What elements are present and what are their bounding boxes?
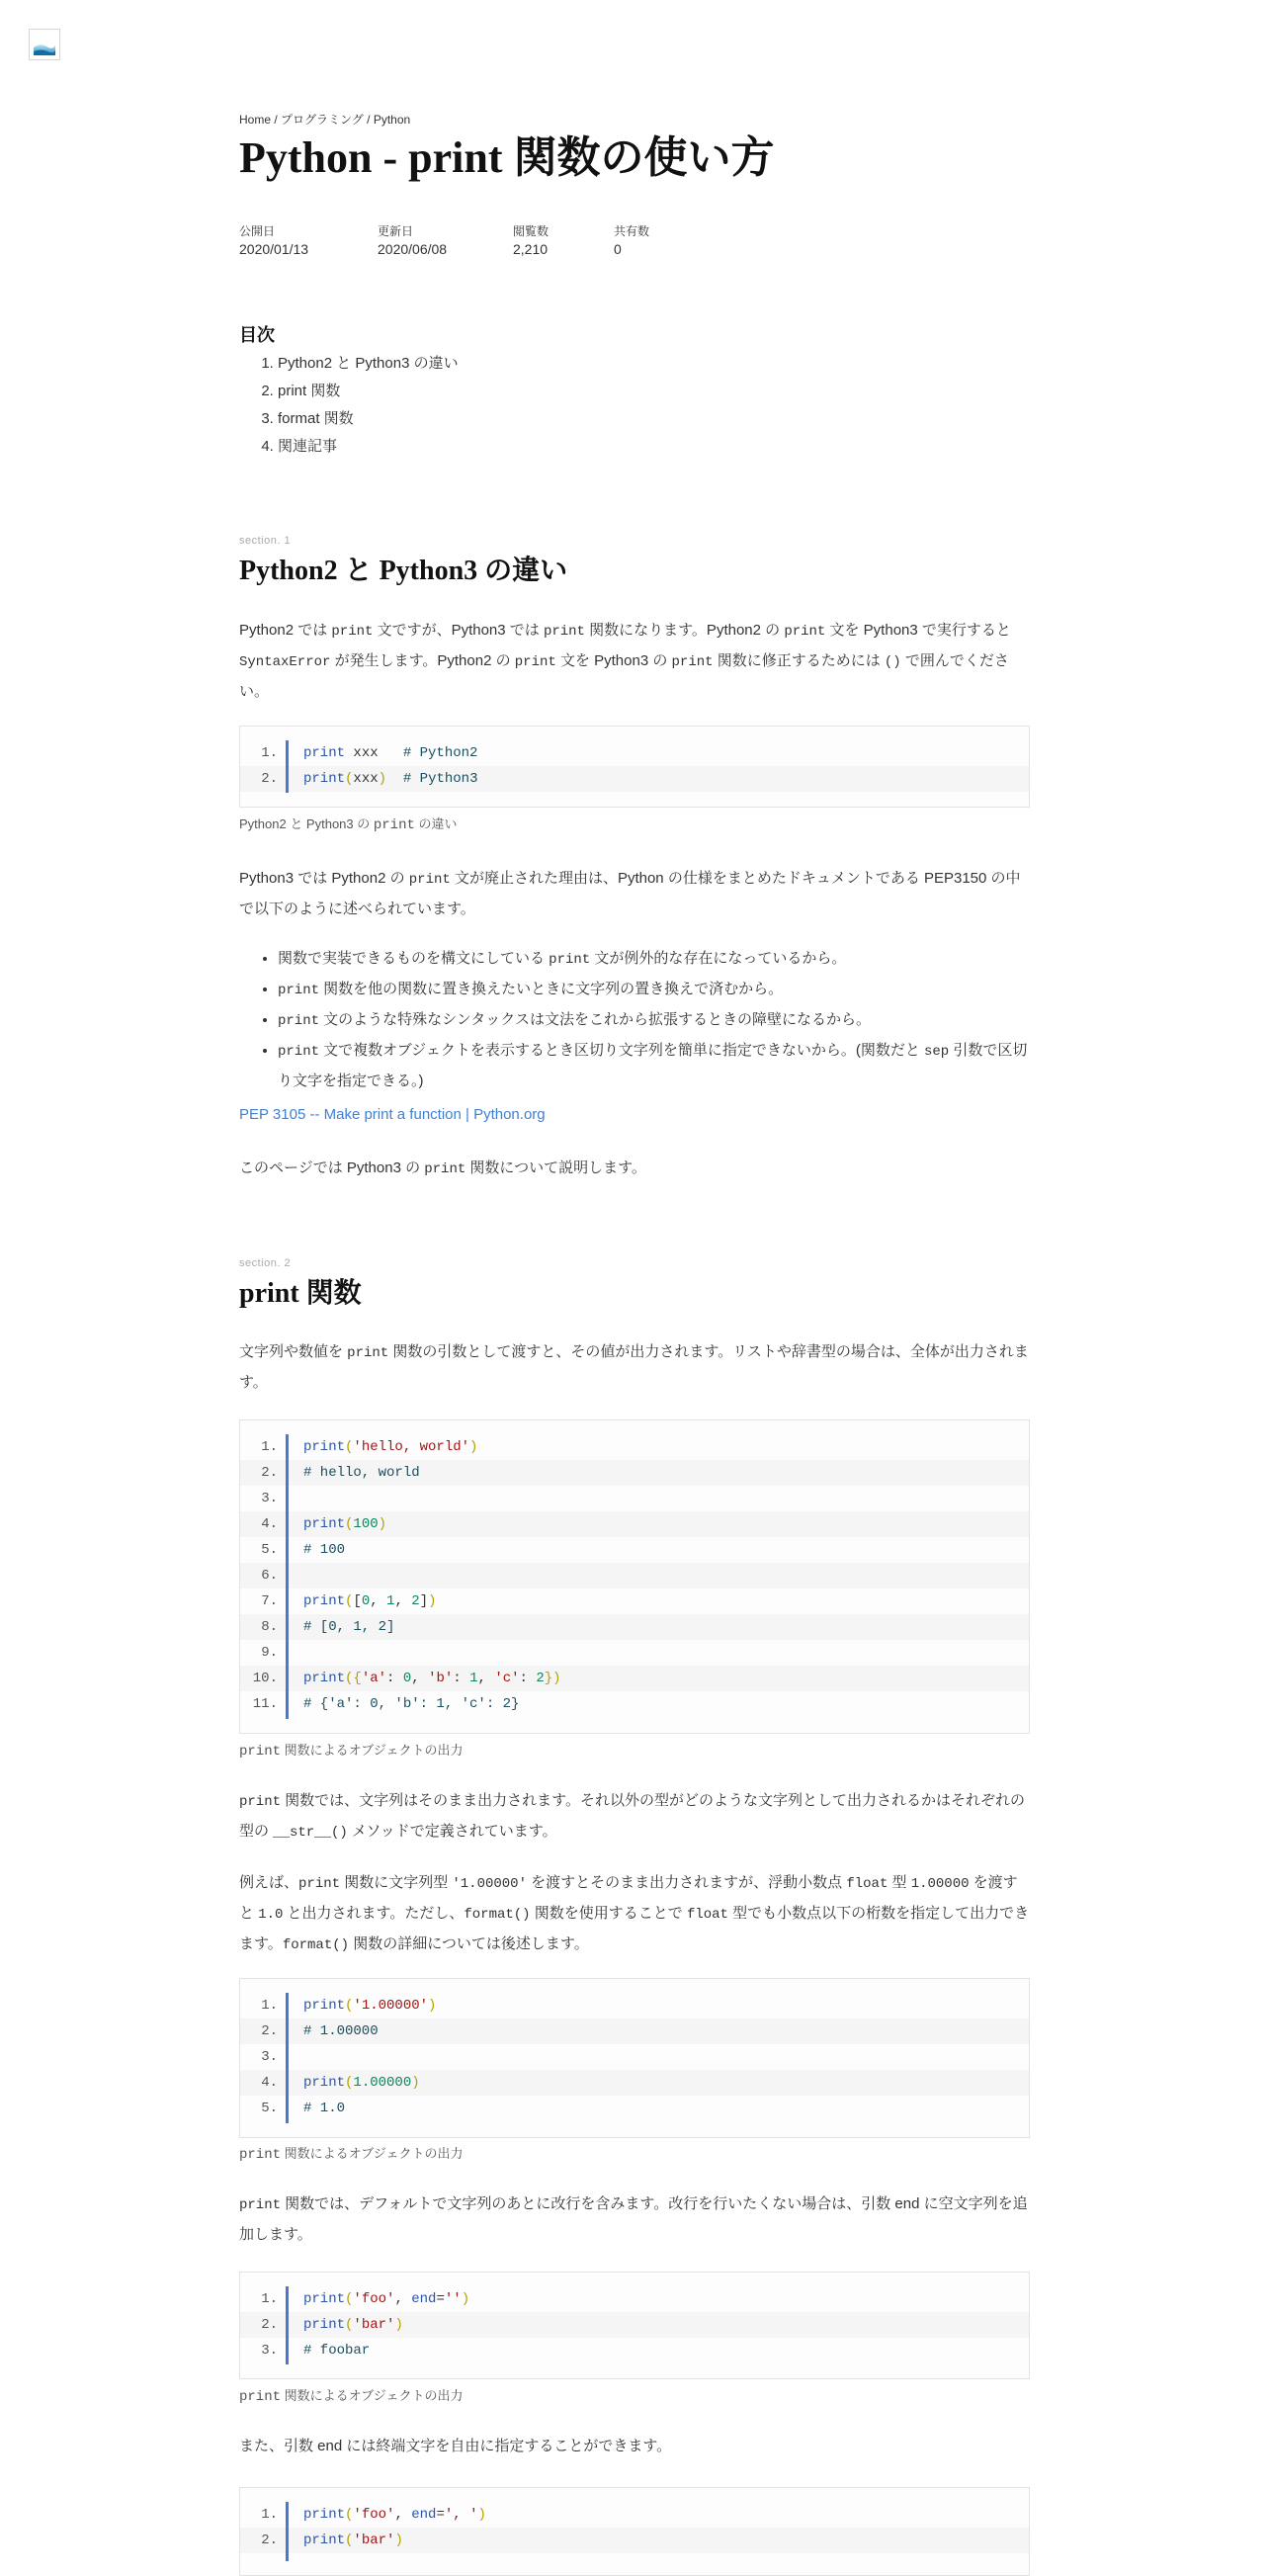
code-line: print('bar') — [303, 2317, 403, 2333]
code-block-accent-bar — [286, 740, 289, 793]
line-number: 1. — [261, 745, 278, 761]
code-line: print('foo', end='') — [303, 2291, 470, 2307]
code-line — [278, 2044, 1029, 2070]
code-caption: Python2 と Python3 の print の違い — [239, 816, 458, 833]
code-block — [239, 1419, 1030, 1734]
code-caption: print 関数によるオブジェクトの出力 — [239, 1743, 464, 1760]
list-item: • print 文で複数オブジェクトを表示するとき区切り文字列を簡単に指定できないから。(関数だと sep 引数で区切り文字を指定できる。) — [278, 1036, 1030, 1095]
line-number: 3. — [261, 1491, 278, 1506]
line-number: 1. — [261, 2507, 278, 2523]
section-label: section. 1 — [239, 535, 292, 547]
code-line: print xxx # Python2 — [303, 745, 478, 761]
toc-item[interactable]: 4. 関連記事 — [278, 433, 459, 461]
section-heading: Python2 と Python3 の違い — [239, 556, 568, 586]
line-number: 4. — [261, 2075, 278, 2091]
line-number: 3. — [261, 2343, 278, 2359]
paragraph: 文字列や数値を print 関数の引数として渡すと、その値が出力されます。リストや辞書型の場合は、全体が出力されます。 — [239, 1343, 1029, 1391]
line-number: 10. — [252, 1671, 278, 1686]
paragraph: Python2 では print 文ですが、Python3 では print 関数になります。Python2 の print 文を Python3 で実行すると SyntaxError が発生します。Python2 の print 文を Python3 の print 関数に修正するためには () で囲んでください。 — [239, 622, 1011, 700]
code-block — [239, 1978, 1030, 2138]
code-line: print([0, 1, 2]) — [303, 1593, 437, 1609]
code-line: print('1.00000') — [303, 1998, 437, 2014]
code-block-accent-bar — [286, 1434, 289, 1719]
code-line: # 1.0 — [303, 2101, 346, 2116]
table-of-contents — [239, 350, 459, 461]
breadcrumb-subcategory[interactable]: Python — [373, 113, 411, 127]
code-line — [278, 1640, 1029, 1666]
code-line: print('foo', end=', ') — [303, 2507, 486, 2523]
breadcrumb — [239, 111, 410, 128]
meta-views — [513, 223, 549, 258]
breadcrumb-category[interactable]: プログラミング — [281, 113, 364, 127]
section-heading: print 関数 — [239, 1278, 362, 1309]
code-line: # hello, world — [303, 1465, 420, 1481]
code-line — [278, 1563, 1029, 1589]
meta-shares-label: 共有数 — [614, 224, 650, 238]
paragraph: このページでは Python3 の print 関数について説明します。 — [239, 1159, 646, 1177]
line-number: 4. — [261, 1516, 278, 1532]
meta-updated-label: 更新日 — [378, 224, 414, 238]
line-number: 2. — [261, 2023, 278, 2039]
pep-link[interactable]: PEP 3105 -- Make print a function | Python.org — [239, 1106, 546, 1123]
breadcrumb-separator: / — [271, 113, 282, 127]
code-block-accent-bar — [286, 1993, 289, 2123]
line-number: 2. — [261, 1465, 278, 1481]
line-number: 7. — [261, 1593, 278, 1609]
page-title: Python - print 関数の使い方 — [239, 133, 775, 182]
line-number: 6. — [261, 1568, 278, 1584]
site-logo-icon — [33, 33, 56, 56]
line-number: 11. — [252, 1696, 278, 1712]
code-line: # 100 — [303, 1542, 346, 1558]
list-item: • print 関数を他の関数に置き換えたいときに文字列の置き換えで済むから。 — [278, 975, 1030, 1005]
meta-views-value: 2,210 — [513, 241, 549, 257]
toc-item[interactable]: 1. Python2 と Python3 の違い — [278, 350, 459, 378]
breadcrumb-home[interactable]: Home — [239, 113, 272, 127]
toc-item[interactable]: 3. format 関数 — [278, 405, 459, 433]
line-number: 2. — [261, 2533, 278, 2548]
code-line: print('bar') — [303, 2533, 403, 2548]
toc-title: 目次 — [239, 325, 275, 345]
line-number: 3. — [261, 2049, 278, 2065]
code-line: print(1.00000) — [303, 2075, 420, 2091]
meta-published-label: 公開日 — [239, 224, 276, 238]
code-block — [239, 2487, 1030, 2576]
meta-updated-value: 2020/06/08 — [378, 241, 448, 257]
code-line: # 1.00000 — [303, 2023, 379, 2039]
code-caption: print 関数によるオブジェクトの出力 — [239, 2388, 464, 2405]
code-block-accent-bar — [286, 2286, 289, 2364]
paragraph: また、引数 end には終端文字を自由に指定することができます。 — [239, 2438, 672, 2454]
meta-shares — [614, 223, 649, 258]
line-number: 8. — [261, 1619, 278, 1635]
list-item: • 関数で実装できるものを構文にしている print 文が例外的な存在になっているから。 — [278, 944, 1030, 975]
meta-published — [239, 223, 308, 258]
meta-views-label: 閲覧数 — [513, 224, 550, 238]
breadcrumb-separator: / — [363, 113, 374, 127]
meta-published-value: 2020/01/13 — [239, 241, 309, 257]
section-label: section. 2 — [239, 1257, 292, 1269]
line-number: 5. — [261, 2101, 278, 2116]
code-caption: print 関数によるオブジェクトの出力 — [239, 2146, 464, 2163]
code-line: print(xxx) # Python3 — [303, 771, 478, 787]
code-line: print(100) — [303, 1516, 387, 1532]
paragraph: print 関数では、デフォルトで文字列のあとに改行を含みます。改行を行いたくない場合は、引数 end に空文字列を追加します。 — [239, 2195, 1028, 2243]
code-block-accent-bar — [286, 2502, 289, 2561]
line-number: 5. — [261, 1542, 278, 1558]
code-block — [239, 2272, 1030, 2379]
line-number: 1. — [261, 1439, 278, 1455]
paragraph: print 関数では、文字列はそのまま出力されます。それ以外の型がどのような文字列として出力されるかはそれぞれの型の __str__() メソッドで定義されています。 — [239, 1792, 1025, 1841]
paragraph: Python3 では Python2 の print 文が廃止された理由は、Python の仕様をまとめたドキュメントである PEP3150 の中で以下のように述べられています。 — [239, 870, 1021, 917]
line-number: 1. — [261, 1998, 278, 2014]
code-line: # [0, 1, 2] — [303, 1619, 395, 1635]
site-logo[interactable] — [29, 29, 60, 60]
toc-item[interactable]: 2. print 関数 — [278, 378, 459, 405]
code-line: print('hello, world') — [303, 1439, 478, 1455]
line-number: 9. — [261, 1645, 278, 1661]
meta-shares-value: 0 — [614, 241, 622, 257]
list-item: • print 文のような特殊なシンタックスは文法をこれから拡張するときの障壁になるから。 — [278, 1005, 1030, 1036]
line-number: 2. — [261, 771, 278, 787]
code-line — [278, 1486, 1029, 1511]
code-block — [239, 726, 1030, 808]
bullet-list — [239, 944, 1030, 1095]
code-line: # foobar — [303, 2343, 371, 2359]
line-number: 2. — [261, 2317, 278, 2333]
meta-updated — [378, 223, 447, 258]
code-line: print({'a': 0, 'b': 1, 'c': 2}) — [303, 1671, 561, 1686]
paragraph: 例えば、print 関数に文字列型 '1.00000' を渡すとそのまま出力されますが、浮動小数点 float 型 1.00000 を渡すと 1.0 と出力されます。ただし、format() 関数を使用することで float 型でも小数点以下の桁数を指定して出力できます。format() 関数の詳細については後述します。 — [239, 1874, 1030, 1953]
line-number: 1. — [261, 2291, 278, 2307]
code-line: # {'a': 0, 'b': 1, 'c': 2} — [303, 1696, 520, 1712]
